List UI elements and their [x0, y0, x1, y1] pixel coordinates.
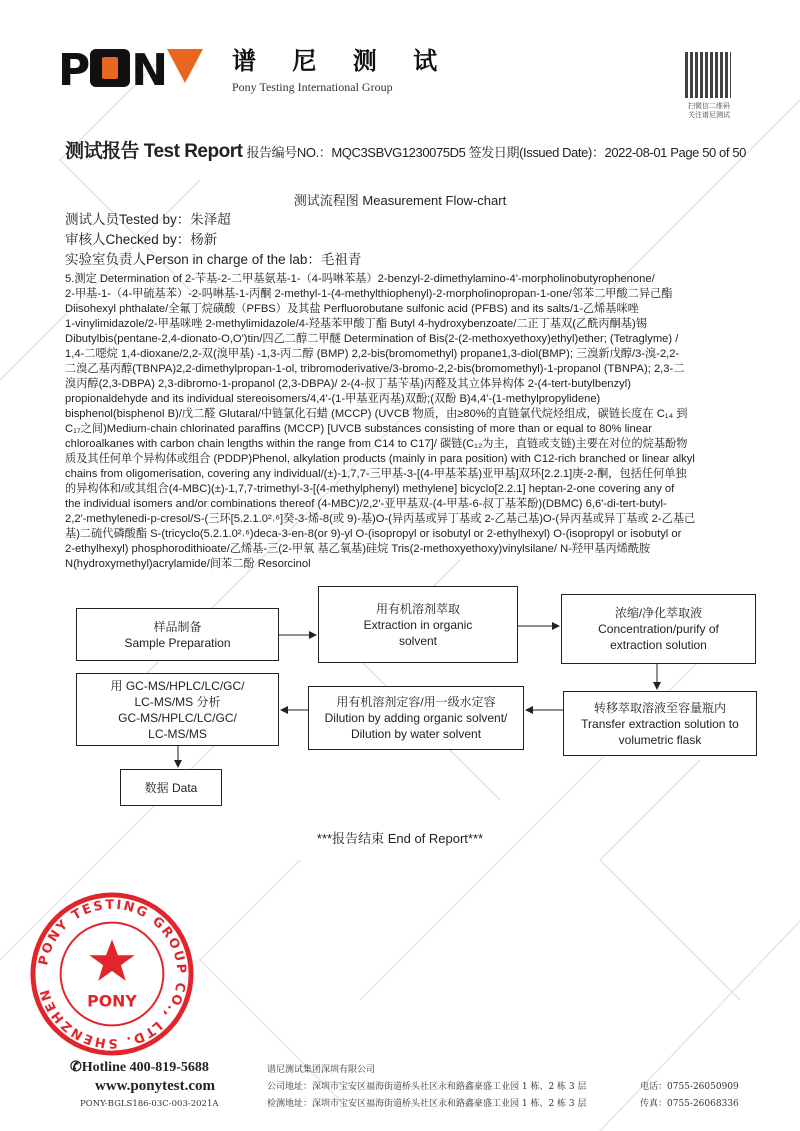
- flow-chart-title: 测试流程图 Measurement Flow-chart: [293, 193, 507, 208]
- checked-by: 审核人Checked by：杨新: [65, 232, 218, 247]
- determination-line: 1,4-二噁烷 1,4-dioxane/2,2-双(溴甲基) -1,3-丙二醇 (BMP) 2,2-bis(bromomethyl) propane1,3-diol(BMP); 三溴新戊醇/3-溴-2,2-: [65, 348, 680, 360]
- step-label-en: Dilution by water solvent: [350, 727, 482, 741]
- determination-line: Diisohexyl phthalate/全氟丁烷磺酸（PFBS）及其盐 Perfluorobutane sulfonic acid (PFBS) and its salts/1-乙烯基咪唑: [65, 303, 639, 315]
- step-label-en: Extraction in organic: [363, 617, 473, 632]
- hotline: ✆Hotline 400-819-5688: [70, 1060, 209, 1075]
- step-label-cn: LC-MS/MS 分析: [134, 694, 221, 709]
- determination-line: 二溴乙基丙醇(TBNPA)2,2-dimethylpropan-1-ol, tribromoderivative/3-bromo-2,2-bis(bromomethyl)-1-propanol (TBNPA); 2,3-二: [65, 363, 685, 375]
- company-name: 谱尼测试集团深圳有限公司: [267, 1065, 376, 1075]
- report-header: [65, 140, 746, 165]
- brand-name-en: Pony Testing International Group: [232, 80, 393, 94]
- website-link[interactable]: www.ponytest.com: [95, 1078, 215, 1094]
- step-label-cn: 样品制备: [153, 619, 202, 634]
- determination-line: 溴丙醇(2,3-DBPA) 2,3-dibromo-1-propanol (2,3-DBPA)/ 2-(4-叔丁基苄基)丙醛及其立体异构体 2-(4-tert-butylbenzyl): [65, 378, 631, 390]
- lab-head: 实验室负责人Person in charge of the lab：毛祖青: [65, 252, 362, 267]
- fax: 传真：0755-26068336: [640, 1099, 739, 1109]
- determination-line: 2-甲基-1-（4-甲硫基苯）-2-吗啉基-1-丙酮 2-methyl-1-(4-methylthiophenyl)-2-morpholinopropan-1-one/邻苯二甲酸二异己酯: [65, 288, 673, 300]
- flow-step-extraction: [318, 586, 518, 663]
- flow-step-dilution: [308, 686, 524, 750]
- report-meta: 报告编号NO.：MQC3SBVG1230075D5 签发日期(Issued Date)：2022-08-01 Page 50 of 50: [246, 145, 746, 160]
- step-label-en: LC-MS/MS: [148, 726, 207, 741]
- determination-line: 2,2'-methylenedi-p-cresol/S-(三环[5.2.1.0²˒⁶]癸-3-烯-8(或 9)-基)O-(异丙基或异丁基或 2-乙基己基)O-(异丙基或异丁基或 2-乙基己: [65, 513, 696, 525]
- determination-line: N(hydroxymethyl)acrylamide/间苯二酚 Resorcinol: [65, 558, 311, 570]
- flow-step-transfer: [563, 691, 757, 756]
- determination-line: 2-ethylhexyl) phosphorodithioate/乙烯基-三(2-甲氧 基乙氧基)硅烷 Tris(2-methoxyethoxy)vinylsilane/ N-羟甲基丙烯酰胺: [65, 543, 651, 555]
- step-label-cn: 用 GC-MS/HPLC/LC/GC/: [110, 678, 245, 693]
- flow-step-concentration: [561, 594, 756, 664]
- determination-line: chains from oligomerisation, covering any individual/(±)-1,7,7-三甲基-3-[(4-甲基苯基)亚甲基]双环[2.2.1]庚-2-酮，包括任何单独: [65, 468, 687, 480]
- determination-line: bisphenol(bisphenol B)/戊二醛 Glutaral/中链氯化石蜡 (MCCP) (UVCB 物质，由≥80%的直链氯代烷烃组成，碳链长度在 C₁₄ 到: [65, 408, 688, 420]
- step-label-en: Dilution by adding organic solvent/: [324, 711, 508, 725]
- flowchart: [0, 586, 800, 818]
- determination-paragraph: [65, 272, 785, 572]
- phone: 电话：0755-26050909: [640, 1082, 739, 1092]
- qr-caption-line: 扫微信二维码: [688, 103, 730, 110]
- determination-line: C₁₇之间)Medium-chain chlorinated paraffins (MCCP) [UVCB substances consisting of more than or equal to 80% linear: [65, 423, 652, 435]
- svg-text:PONY TESTING GROUP CO., LTD. S: PONY TESTING GROUP CO., LTD. SHENZHEN: [36, 897, 189, 1051]
- flow-step-sample-preparation: [76, 608, 279, 661]
- form-code: PONY-BGLS186-03C-003-2021A: [80, 1099, 219, 1109]
- qr-caption: [683, 102, 735, 120]
- test-address: 检测地址：深圳市宝安区福海街道桥头社区永和路鑫豪盛工业园 1 栋、2 栋 3 层: [267, 1099, 587, 1109]
- determination-line: propionaldehyde and its individual stereoisomers/4,4'-(1-甲基亚丙基)双酚;(双酚 B)4,4'-(1-methylpropylidene): [65, 393, 601, 405]
- qr-caption-line: 关注谱尼测试: [688, 112, 730, 119]
- step-label: 数据 Data: [144, 780, 198, 795]
- step-label-en: Transfer extraction solution to: [581, 716, 739, 731]
- determination-line: 基)二硫代磷酸酯 S-(tricyclo(5.2.1.0²˒⁶)deca-3-en-8(or 9)-yl O-(isopropyl or isobutyl or 2-ethylhexyl) O-(isopropyl or isobutyl or: [65, 528, 682, 540]
- step-label-en: GC-MS/HPLC/LC/GC/: [118, 710, 237, 725]
- svg-text:PONY: PONY: [87, 991, 137, 1011]
- determination-line: 1-vinylimidazole/2-甲基咪唑 2-methylimidazole/4-羟基苯甲酸丁酯 Butyl 4-hydroxybenzoate/二正丁基双(乙酰丙酮基)锡: [65, 318, 647, 330]
- qr-code-icon[interactable]: [685, 52, 731, 98]
- step-label-cn: 转移萃取溶液至容量瓶内: [593, 700, 726, 715]
- determination-line: chloroalkanes with carbon chain lengths within the range from C14 to C17]/ 碳链(C₁₂为主，直链或支链)主要在对位的烷基酚物: [65, 438, 688, 450]
- report-title: 测试报告 Test Report: [65, 141, 243, 162]
- brand-name-cn: 谱 尼 测 试: [232, 46, 452, 75]
- step-label-en: solvent: [398, 633, 438, 648]
- step-label-cn: 用有机溶剂定容/用一级水定容: [336, 695, 496, 709]
- determination-line: 质及其任何单个异构体或组合 (PDDP)Phenol, alkylation products (mainly in para position) with C12-rich branched or linear alkyl: [65, 453, 695, 465]
- determination-line: 5.测定 Determination of 2-苄基-2-二甲基氨基-1-（4-吗啉苯基）2-benzyl-2-dimethylamino-4'-morpholinobutyrophenone/: [65, 273, 655, 285]
- end-of-report: ***报告结束 End of Report***: [316, 831, 484, 846]
- step-label-cn: 用有机溶剂萃取: [375, 601, 460, 616]
- report-body: [0, 192, 800, 848]
- tested-by: 测试人员Tested by：朱泽超: [65, 212, 231, 227]
- step-label-en: extraction solution: [610, 638, 707, 652]
- flow-step-analysis: [76, 673, 279, 746]
- company-seal-stamp: [28, 890, 196, 1058]
- flow-step-data: [120, 769, 222, 806]
- determination-line: Dibutylbis(pentane-2,4-dionato-O,O')tin/四乙二醇二甲醚 Determination of Bis(2-(2-methoxyethoxy)ethyl)ether; (Tetraglyme) /: [65, 333, 679, 345]
- step-label-en: Sample Preparation: [124, 635, 231, 650]
- hotline-text: Hotline 400-819-5688: [81, 1060, 209, 1075]
- step-label-cn: 浓缩/净化萃取液: [614, 606, 703, 620]
- company-address: 公司地址：深圳市宝安区福海街道桥头社区永和路鑫豪盛工业园 1 栋、2 栋 3 层: [267, 1082, 587, 1092]
- determination-line: the individual isomers and/or combinations thereof (4-MBC)/2,2'-亚甲基双-(4-甲基-6-叔丁基苯酚)(DBMC) 6,6'-di-tert-butyl-: [65, 498, 667, 510]
- step-label-en: volumetric flask: [618, 732, 702, 747]
- pony-logo: P N: [58, 46, 203, 96]
- step-label-en: Concentration/purify of: [598, 622, 719, 636]
- determination-line: 的异构体和/或其组合(4-MBC)(±)-1,7,7-trimethyl-3-[(4-methylphenyl) methylene] bicyclo[2.2.1] heptan-2-one covering any of: [65, 483, 675, 495]
